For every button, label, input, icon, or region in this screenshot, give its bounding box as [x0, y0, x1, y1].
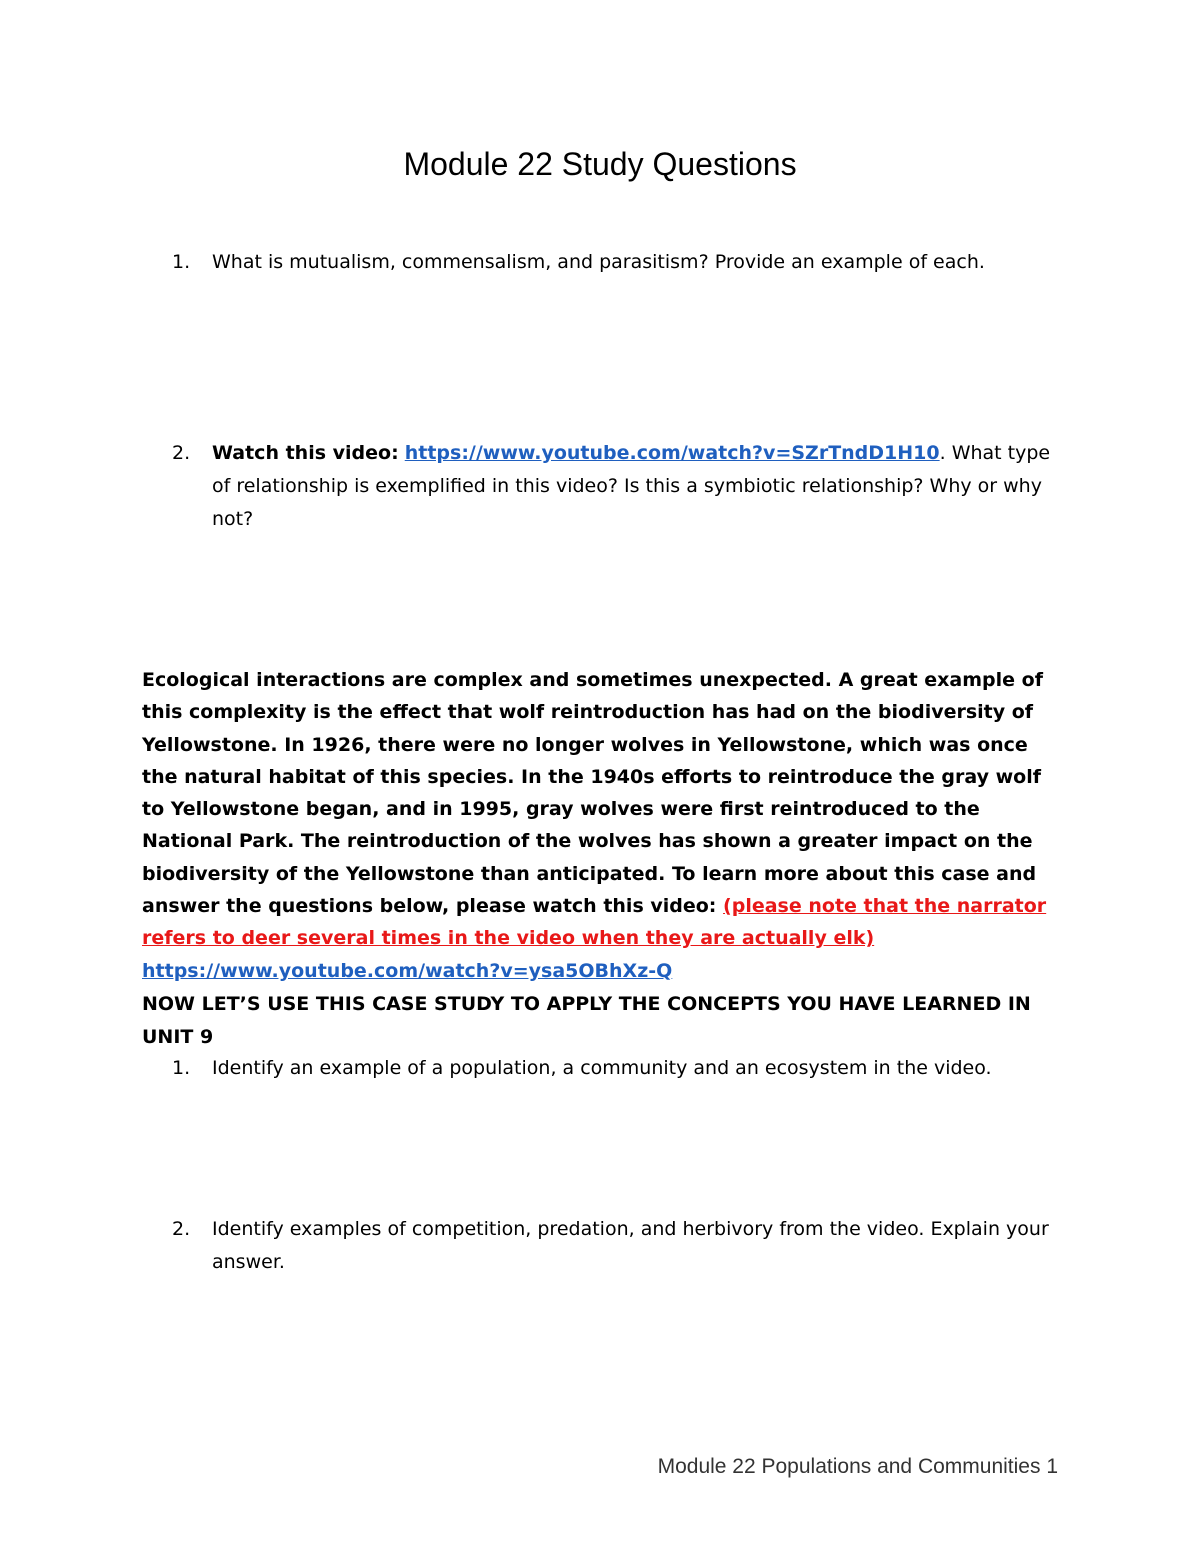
question-lead: Watch this video: [212, 442, 399, 464]
question-text: Identify an example of a population, a community and an ecosystem in the video. [212, 1057, 992, 1079]
page-title: Module 22 Study Questions [403, 146, 797, 182]
question-number: 2. [172, 442, 191, 464]
video-link-1[interactable]: https://www.youtube.com/watch?v=SZrTndD1H10 [404, 442, 940, 464]
question-text: Identify examples of competition, predation, and herbivory from the video. Explain your answer. [212, 1218, 1049, 1273]
question-4 [172, 1213, 1052, 1279]
case-study-paragraph [142, 664, 1062, 987]
question-text: What is mutualism, commensalism, and parasitism? Provide an example of each. [212, 251, 985, 273]
question-2 [172, 437, 1052, 536]
narrator-note: (please note that the narrator refers to deer several times in the video when they are actually elk) [142, 895, 1047, 950]
question-rest: . What type of relationship is exemplified in this video? Is this a symbiotic relationship? Why or why not? [212, 442, 1051, 530]
section-heading: NOW LET’S USE THIS CASE STUDY TO APPLY THE CONCEPTS YOU HAVE LEARNED IN UNIT 9 [142, 993, 1031, 1048]
video-link-2[interactable]: https://www.youtube.com/watch?v=ysa5OBhXz-Q [142, 959, 673, 982]
question-number: 2. [172, 1218, 191, 1240]
page-footer: Module 22 Populations and Communities 1 [657, 1455, 1058, 1478]
question-3 [172, 1052, 1052, 1085]
question-number: 1. [172, 251, 191, 273]
case-study-text: Ecological interactions are complex and sometimes unexpected. A great example of this complexity is the effect that wolf reintroduction has had on the biodiversity of Yellowstone. In 1926, there were no longer wolves in Yellowstone, which was once the natural habitat of this species. In the 1940s efforts to reintroduce the gray wolf to Yellowstone began, and in 1995, gray wolves were first reintroduced to the National Park. The reintroduction of the wolves has shown a greater impact on the biodiversity of the Yellowstone than anticipated. To learn more about this case and answer the questions below, please watch this video: [142, 669, 1043, 918]
question-1 [172, 246, 1052, 279]
question-number: 1. [172, 1057, 191, 1079]
question-text [212, 437, 1052, 536]
